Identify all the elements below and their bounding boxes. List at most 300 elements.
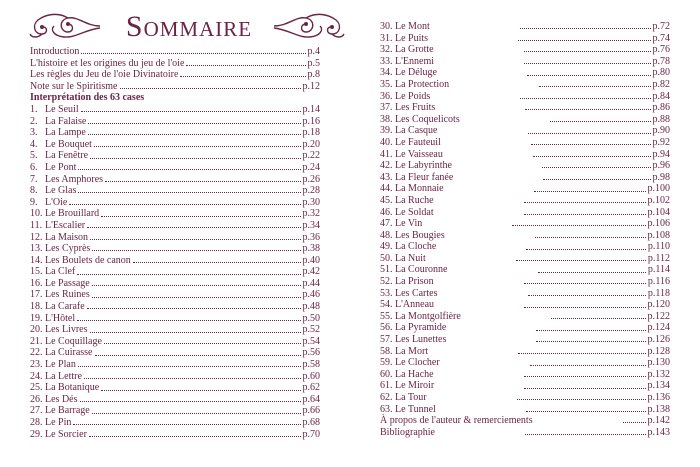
page-number: p.50 [302, 312, 320, 324]
entry-label: Bibliographie [380, 426, 435, 438]
toc-case-entry [30, 417, 320, 429]
section-heading-row [30, 92, 320, 104]
toc-case-entry [380, 334, 670, 346]
case-number: 20. [30, 324, 43, 336]
entry-label: Les Cyprès [45, 243, 91, 255]
entry-label: La Clef [45, 266, 76, 278]
page-number: p.80 [652, 67, 670, 79]
right-page [350, 0, 700, 467]
page-number: p.112 [647, 252, 670, 264]
entry-label: Le Mont [395, 21, 430, 32]
toc-case-entry [30, 255, 320, 267]
page-number: p.130 [647, 357, 670, 369]
entry-label: Les Ruines [45, 289, 90, 301]
case-number: 41. [380, 148, 393, 160]
toc-case-entry [380, 172, 670, 184]
entry-label: La Grotte [395, 44, 434, 56]
entry-label: La Hache [395, 368, 434, 380]
entry-label: Le Sorcier [45, 428, 87, 440]
dot-leader [73, 424, 300, 425]
page-number: p.68 [302, 417, 320, 428]
page-number: p.118 [647, 287, 670, 299]
toc-case-entry [380, 149, 670, 161]
toc-case-entry [380, 125, 670, 137]
toc-case-entry [380, 91, 670, 103]
dot-leader [104, 343, 301, 344]
dot-leader [542, 167, 651, 168]
toc-case-entry [380, 253, 670, 265]
toc-right-column [380, 21, 670, 438]
page-number: p.116 [647, 276, 670, 288]
toc-case-entry [30, 301, 320, 313]
dot-leader [524, 388, 645, 389]
entry-label: Le Clocher [395, 357, 440, 369]
case-number: 4. [30, 138, 38, 150]
case-number: 1. [30, 103, 38, 115]
dot-leader [551, 318, 646, 319]
dot-leader [527, 75, 651, 76]
case-number: 27. [30, 405, 43, 417]
dot-leader [526, 411, 646, 412]
case-number: 25. [30, 382, 43, 394]
dot-leader [92, 250, 300, 251]
entry-label: La Fleur fanée [395, 171, 454, 183]
entry-label: Les Livres [45, 324, 88, 336]
entry-label: La Tour [395, 392, 427, 403]
case-number: 5. [30, 150, 38, 162]
entry-label: Le Plan [45, 359, 76, 371]
toc-case-entry [30, 278, 320, 290]
case-number: 38. [380, 113, 393, 125]
entry-label: Note sur le Spiritisme [30, 80, 118, 92]
entry-label: Le Vaisseau [395, 148, 443, 160]
entry-label: Le Pin [45, 417, 72, 428]
dot-leader [81, 53, 305, 54]
entry-label: Le Coquillage [45, 335, 102, 347]
dot-leader [101, 390, 300, 391]
page-number: p.126 [647, 334, 670, 346]
page-number: p.18 [302, 127, 320, 139]
toc-case-entry [30, 162, 320, 174]
dot-leader [524, 214, 646, 215]
page-number: p.114 [647, 264, 670, 276]
page-number: p.32 [302, 208, 320, 220]
toc-case-entry [380, 195, 670, 207]
page-number: p.90 [652, 125, 670, 137]
case-number: 13. [30, 243, 43, 255]
page-number: p.108 [647, 229, 670, 241]
toc-case-entry [30, 220, 320, 232]
toc-case-entry [30, 371, 320, 383]
toc-case-entry [30, 266, 320, 278]
dot-leader [525, 434, 646, 435]
dot-leader [520, 28, 651, 29]
toc-case-entry [380, 207, 670, 219]
case-number: 39. [380, 125, 393, 137]
dot-leader [92, 285, 301, 286]
toc-case-entry [380, 183, 670, 195]
toc-case-entry [380, 79, 670, 91]
toc-case-entry [380, 102, 670, 114]
case-number: 3. [30, 127, 38, 139]
page-number: p.5 [307, 57, 320, 69]
dot-leader [550, 121, 651, 122]
page-number: p.142 [647, 415, 670, 427]
dot-leader [524, 307, 645, 308]
dot-leader [89, 436, 301, 437]
dot-leader [69, 204, 300, 205]
entry-label: La Prison [395, 276, 434, 288]
page-number: p.36 [302, 231, 320, 243]
page-number: p.102 [647, 194, 670, 206]
dot-leader [84, 378, 301, 379]
entry-label: La Nuit [395, 252, 426, 264]
page-number: p.40 [302, 254, 320, 266]
dot-leader [525, 109, 650, 110]
toc-case-entry [30, 429, 320, 441]
entry-label: La Ruche [395, 194, 434, 206]
case-number: 23. [30, 359, 43, 371]
entry-label: La Cloche [395, 241, 437, 253]
case-number: 11. [30, 219, 43, 231]
dot-leader [623, 422, 646, 423]
toc-case-entry [380, 264, 670, 276]
entry-label: Les Boulets de canon [45, 254, 131, 266]
entry-label: Le Brouillard [45, 208, 100, 220]
dot-leader [524, 283, 646, 284]
case-number: 61. [380, 380, 393, 392]
page-number: p.98 [652, 171, 670, 183]
dot-leader [87, 308, 301, 309]
case-number: 49. [380, 241, 393, 253]
dot-leader [539, 86, 650, 87]
entry-label: Le Déluge [395, 67, 437, 79]
entry-label: Le Glas [45, 185, 77, 197]
entry-label: Le Passage [45, 277, 90, 289]
toc-case-entry [380, 322, 670, 334]
dot-leader [535, 237, 646, 238]
dot-leader [78, 366, 301, 367]
case-number: 40. [380, 136, 393, 148]
dot-leader [524, 63, 650, 64]
toc-case-entry [380, 276, 670, 288]
page-number: p.82 [652, 78, 670, 90]
entry-label: Les Lunettes [395, 334, 447, 346]
page-number: p.66 [302, 405, 320, 417]
case-number: 31. [380, 32, 393, 44]
case-number: 30. [380, 21, 393, 32]
page-number: p.74 [652, 32, 670, 44]
toc-case-entry [30, 336, 320, 348]
dot-leader [524, 51, 651, 52]
page-number: p.60 [302, 370, 320, 382]
entry-label: Le Fauteuil [395, 136, 441, 148]
page-number: p.48 [302, 301, 320, 313]
page-number: p.124 [647, 322, 670, 334]
case-number: 7. [30, 173, 38, 185]
toc-case-entry [30, 232, 320, 244]
page-number: p.104 [647, 206, 670, 218]
case-number: 57. [380, 334, 393, 346]
page-number: p.94 [652, 148, 670, 160]
dot-leader [538, 272, 646, 273]
toc-case-entry [30, 150, 320, 162]
toc-entry [380, 427, 670, 439]
entry-label: L'Anneau [395, 299, 435, 311]
dot-leader [536, 330, 645, 331]
page-number: p.106 [647, 218, 670, 230]
entry-label: Les Dés [45, 393, 78, 405]
entry-label: Le Puits [395, 32, 429, 44]
toc-entry [380, 415, 670, 427]
dot-leader [92, 297, 301, 298]
dot-leader [524, 376, 646, 377]
page-number: p.143 [647, 426, 670, 438]
case-number: 45. [380, 194, 393, 206]
toc-case-entry [30, 208, 320, 220]
toc-case-entry [380, 160, 670, 172]
page-number: p.64 [302, 393, 320, 405]
toc-case-entry [30, 116, 320, 128]
toc-case-entry [30, 139, 320, 151]
case-number: 29. [30, 428, 43, 440]
page-number: p.8 [307, 69, 320, 81]
toc-case-entry [30, 185, 320, 197]
toc-case-entry [30, 313, 320, 325]
dot-leader [120, 88, 301, 89]
case-number: 15. [30, 266, 43, 278]
page-number: p.72 [652, 21, 670, 32]
page-number: p.76 [652, 44, 670, 56]
dot-leader [526, 249, 645, 250]
toc-case-entry [380, 404, 670, 416]
entry-label: Le Labyrinthe [395, 160, 452, 172]
case-number: 44. [380, 183, 393, 195]
toc-case-entry [380, 33, 670, 45]
page-number: p.58 [302, 359, 320, 371]
page-number: p.54 [302, 335, 320, 347]
entry-label: La Monnaie [395, 183, 444, 195]
toc-case-entry [30, 197, 320, 209]
case-number: 52. [380, 276, 393, 288]
entry-label: La Couronne [395, 264, 448, 276]
case-number: 42. [380, 160, 393, 172]
page-title: Sommaire [125, 10, 253, 43]
case-number: 6. [30, 161, 38, 173]
dot-leader [87, 227, 300, 228]
toc-case-entry [380, 392, 670, 404]
toc-case-entry [380, 311, 670, 323]
dot-leader [512, 225, 645, 226]
toc-case-entry [30, 394, 320, 406]
case-number: 28. [30, 417, 43, 428]
toc-left-column [30, 46, 320, 440]
page-number: p.44 [302, 277, 320, 289]
entry-label: Le Soldat [395, 206, 434, 218]
toc-case-entry [380, 137, 670, 149]
toc-case-entry [380, 357, 670, 369]
entry-label: Introduction [30, 46, 80, 57]
toc-entry [30, 46, 320, 58]
entry-label: La Falaise [45, 115, 87, 127]
case-number: 22. [30, 347, 43, 359]
case-number: 62. [380, 392, 393, 403]
page-number: p.100 [647, 183, 670, 195]
entry-label: L'Ennemi [395, 55, 435, 67]
toc-case-entry [380, 369, 670, 381]
dot-leader [77, 320, 300, 321]
toc-case-entry [380, 299, 670, 311]
entry-label: L'Escalier [45, 219, 86, 231]
entry-label: À propos de l'auteur & remerciements [380, 415, 533, 427]
toc-case-entry [380, 21, 670, 33]
dot-leader [101, 216, 300, 217]
page-number: p.20 [302, 138, 320, 150]
dot-leader [518, 40, 650, 41]
toc-case-entry [30, 289, 320, 301]
entry-label: Le Poids [395, 90, 431, 102]
entry-label: Le Miroir [395, 380, 435, 392]
toc-entry [30, 81, 320, 93]
page-number: p.30 [302, 196, 320, 208]
case-number: 51. [380, 264, 393, 276]
toc-case-entry [30, 382, 320, 394]
page-number: p.4 [307, 46, 320, 57]
toc-case-entry [380, 241, 670, 253]
dot-leader [78, 192, 300, 193]
entry-label: Le Seuil [45, 103, 79, 115]
case-number: 16. [30, 277, 43, 289]
dot-leader [78, 169, 300, 170]
toc-case-entry [380, 346, 670, 358]
page-number: p.62 [302, 382, 320, 394]
entry-label: La Casque [395, 125, 438, 137]
dot-leader [92, 413, 301, 414]
page-number: p.96 [652, 160, 670, 172]
page-number: p.28 [302, 185, 320, 197]
page-number: p.86 [652, 102, 670, 114]
page-number: p.132 [647, 368, 670, 380]
toc-case-entry [380, 44, 670, 56]
dot-leader [516, 260, 646, 261]
dot-leader [528, 295, 646, 296]
dot-leader [80, 401, 301, 402]
section-heading: Interprétation des 63 cases [30, 92, 145, 104]
toc-case-entry [30, 174, 320, 186]
entry-label: L'Hôtel [45, 312, 76, 324]
dot-leader [88, 123, 300, 124]
toc-case-entry [30, 347, 320, 359]
dot-leader [90, 158, 300, 159]
page-number: p.122 [647, 310, 670, 322]
page-number: p.92 [652, 136, 670, 148]
page-number: p.70 [302, 428, 320, 440]
entry-label: La Fenêtre [45, 150, 89, 162]
page-number: p.42 [302, 266, 320, 278]
entry-label: La Mort [395, 345, 429, 357]
entry-label: Les Amphores [45, 173, 104, 185]
toc-entry [30, 58, 320, 70]
page-number: p.88 [652, 113, 670, 125]
case-number: 14. [30, 254, 43, 266]
right-flourish-icon [272, 10, 346, 42]
dot-leader [533, 156, 651, 157]
case-number: 47. [380, 218, 393, 230]
toc-case-entry [380, 56, 670, 68]
toc-case-entry [380, 218, 670, 230]
page-number: p.120 [647, 299, 670, 311]
case-number: 55. [380, 310, 393, 322]
dot-leader [94, 146, 301, 147]
case-number: 19. [30, 312, 43, 324]
page-number: p.46 [302, 289, 320, 301]
dot-leader [534, 191, 646, 192]
dot-leader [95, 355, 301, 356]
case-number: 53. [380, 287, 393, 299]
entry-label: La Carafe [45, 301, 85, 313]
title-header [28, 6, 346, 46]
case-number: 32. [380, 44, 393, 56]
page-number: p.128 [647, 345, 670, 357]
entry-label: La Botanique [45, 382, 100, 394]
case-number: 59. [380, 357, 393, 369]
dot-leader [520, 98, 650, 99]
page-number: p.38 [302, 243, 320, 255]
case-number: 46. [380, 206, 393, 218]
dot-leader [180, 76, 305, 77]
toc-case-entry [380, 288, 670, 300]
case-number: 8. [30, 185, 38, 197]
case-number: 48. [380, 229, 393, 241]
case-number: 10. [30, 208, 43, 220]
dot-leader [528, 133, 651, 134]
entry-label: La Lettre [45, 370, 82, 382]
case-number: 35. [380, 78, 393, 90]
dot-leader [530, 365, 646, 366]
entry-label: La Cuirasse [45, 347, 93, 359]
dot-leader [531, 144, 651, 145]
case-number: 43. [380, 171, 393, 183]
entry-label: Le Bouquet [45, 138, 92, 150]
left-flourish-icon [28, 10, 102, 42]
case-number: 50. [380, 252, 393, 264]
page-number: p.78 [652, 55, 670, 67]
case-number: 17. [30, 289, 43, 301]
page-number: p.110 [647, 241, 670, 253]
toc-case-entry [380, 380, 670, 392]
dot-leader [524, 202, 646, 203]
page-number: p.84 [652, 90, 670, 102]
entry-label: La Pyramide [395, 322, 447, 334]
dot-leader [536, 341, 645, 342]
page-number: p.134 [647, 380, 670, 392]
case-number: 2. [30, 115, 38, 127]
entry-label: Le Vin [395, 218, 423, 230]
toc-case-entry [380, 114, 670, 126]
entry-label: Le Pont [45, 161, 77, 173]
page-number: p.26 [302, 173, 320, 185]
entry-label: Les Cartes [395, 287, 438, 299]
dot-leader [90, 332, 301, 333]
page-number: p.136 [647, 392, 670, 403]
dot-leader [88, 134, 301, 135]
entry-label: Le Barrage [45, 405, 90, 417]
page-number: p.138 [647, 403, 670, 415]
dot-leader [543, 179, 650, 180]
toc-case-entry [380, 67, 670, 79]
page-number: p.16 [302, 115, 320, 127]
case-number: 54. [380, 299, 393, 311]
